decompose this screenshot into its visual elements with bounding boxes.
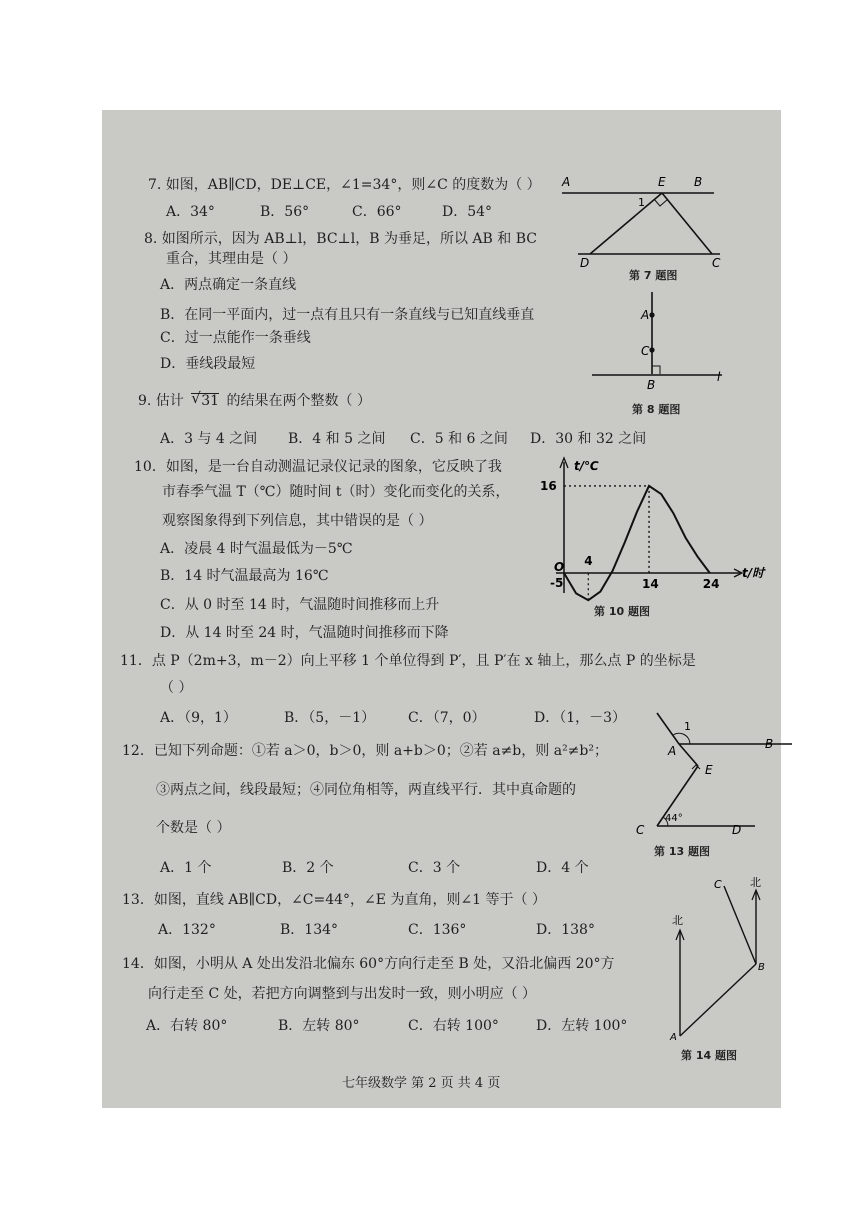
q9-stem-suffix: 的结果在两个整数（ ） (226, 393, 371, 409)
q7-label-1: 1 (638, 196, 645, 209)
q12-stem-line2: ③两点之间，线段最短；④同位角相等，两直线平行．其中真命题的 (156, 782, 576, 798)
q10-stem-line2: 市春季气温 T（℃）随时间 t（时）变化而变化的关系， (162, 484, 510, 500)
q14-option-b: B．左转 80° (278, 1018, 360, 1034)
q10-stem-line1: 10．如图，是一台自动测温记录仪记录的图象，它反映了我 (134, 459, 502, 475)
q10-option-b: B．14 时气温最高为 16℃ (160, 568, 329, 584)
q7-option-c: C．66° (352, 204, 402, 220)
q10-x-tick-14: 14 (642, 577, 659, 591)
q11-option-d: D．（1，－3） (534, 710, 627, 726)
q9-stem (138, 389, 371, 409)
q10-y-axis-label: t/℃ (574, 459, 599, 473)
q8-label-l: l (717, 370, 721, 384)
q8-option-d: D．垂线段最短 (160, 356, 256, 372)
q14-label-a: A (670, 1032, 677, 1043)
q14-figure (668, 872, 778, 1042)
q13-figure (632, 708, 780, 840)
q9-option-d: D．30 和 32 之间 (530, 431, 647, 447)
q11-option-b: B．（5，－1） (284, 710, 376, 726)
q10-x-tick-24: 24 (702, 577, 720, 591)
q13-label-e: E (705, 763, 713, 777)
q14-figure-caption: 第 14 题图 (681, 1049, 737, 1062)
page-footer: 七年级数学 第 2 页 共 4 页 (342, 1076, 501, 1091)
q10-option-c: C．从 0 时至 14 时，气温随时间推移而上升 (160, 597, 440, 613)
q12-option-d: D．4 个 (536, 860, 589, 876)
q14-stem-line1: 14．如图，小明从 A 处出发沿北偏东 60°方向行走至 B 处，又沿北偏西 20°方 (122, 956, 615, 972)
q13-label-d: D (732, 823, 742, 837)
q9-option-b: B．4 和 5 之间 (288, 431, 386, 447)
q10-y-tick-neg5: -5 (550, 576, 564, 590)
q11-stem-line2: （ ） (160, 680, 193, 696)
q12-option-a: A．1 个 (160, 860, 212, 876)
q8-option-a: A．两点确定一条直线 (160, 277, 297, 293)
q8-stem-line1: 8. 如图所示，因为 AB⊥l，BC⊥l，B 为垂足，所以 AB 和 BC (144, 231, 537, 247)
q13-label-1: 1 (684, 720, 691, 733)
q13-option-a: A．132° (158, 922, 216, 938)
q7-label-e: E (658, 175, 666, 189)
q12-stem-line3: 个数是（ ） (156, 820, 231, 836)
q13-label-c: C (636, 823, 645, 837)
q9-stem-prefix: 9. 估计 (138, 393, 184, 409)
q8-stem-line2: 重合，其理由是（ ） (166, 251, 297, 267)
q14-label-north-a: 北 (672, 914, 683, 927)
q7-figure-caption: 第 7 题图 (629, 269, 678, 282)
q7-stem: 7. 如图，AB∥CD，DE⊥CE，∠1=34°，则∠C 的度数为（ ） (148, 177, 541, 193)
q7-option-b: B．56° (260, 204, 310, 220)
q14-label-b: B (758, 962, 765, 973)
q10-temperature-curve (564, 486, 710, 600)
q7-figure (550, 172, 730, 270)
q9-option-c: C．5 和 6 之间 (410, 431, 508, 447)
q9-radicand: 31 (201, 393, 220, 409)
q14-stem-line2: 向行走至 C 处，若把方向调整到与出发时一致，则小明应（ ） (148, 986, 537, 1002)
q9-option-a: A．3 与 4 之间 (160, 431, 258, 447)
q14-label-north-b: 北 (750, 876, 761, 889)
q7-label-c: C (712, 256, 721, 270)
q10-figure-caption: 第 10 题图 (594, 605, 650, 618)
q8-option-b: B．在同一平面内，过一点有且只有一条直线与已知直线垂直 (160, 307, 535, 323)
q10-option-a: A．凌晨 4 时气温最低为－5℃ (160, 541, 353, 557)
q13-figure-caption: 第 13 题图 (654, 845, 710, 858)
q10-x-tick-4: 4 (584, 554, 593, 568)
q10-x-axis-label: t/时 (742, 566, 765, 580)
q13-label-b: B (765, 737, 774, 751)
q11-stem-line1: 11．点 P（2m+3，m－2）向上平移 1 个单位得到 P′，且 P′在 x 轴上，那么点 P 的坐标是 (120, 653, 696, 669)
q10-origin-label: O (554, 560, 565, 574)
q8-label-c: C (641, 344, 650, 358)
q7-label-b: B (694, 175, 703, 189)
q9-square-root: √ 31 (191, 389, 220, 409)
q11-option-a: A．（9，1） (160, 710, 237, 726)
q12-stem-line1: 12．已知下列命题：①若 a＞0，b＞0，则 a+b＞0；②若 a≠b，则 a²≠b²； (122, 743, 608, 759)
q14-option-a: A．右转 80° (146, 1018, 228, 1034)
exam-page (102, 110, 781, 1108)
q8-label-a: A (641, 308, 650, 322)
q13-option-b: B．134° (280, 922, 339, 938)
q13-stem: 13．如图，直线 AB∥CD，∠C=44°，∠E 为直角，则∠1 等于（ ） (122, 892, 546, 908)
q13-option-d: D．138° (536, 922, 595, 938)
q7-option-a: A．34° (166, 204, 215, 220)
q7-option-d: D．54° (442, 204, 493, 220)
q10-option-d: D．从 14 时至 24 时，气温随时间推移而下降 (160, 625, 449, 641)
q7-label-d: D (580, 256, 590, 270)
q13-label-angle: 44° (665, 813, 683, 824)
q13-label-a: A (668, 744, 677, 758)
q8-figure-caption: 第 8 题图 (632, 403, 681, 416)
q11-option-c: C．（7，0） (408, 710, 486, 726)
q14-label-c: C (714, 878, 722, 891)
q10-y-tick-16: 16 (540, 478, 557, 493)
q8-option-c: C．过一点能作一条垂线 (160, 330, 311, 346)
q14-option-c: C．右转 100° (408, 1018, 499, 1034)
q7-label-a: A (562, 175, 571, 189)
q10-temperature-chart (534, 456, 765, 606)
q8-figure (590, 288, 730, 398)
q14-option-d: D．左转 100° (536, 1018, 628, 1034)
q13-option-c: C．136° (408, 922, 467, 938)
q10-stem-line3: 观察图象得到下列信息，其中错误的是（ ） (162, 513, 433, 529)
q12-option-c: C．3 个 (408, 860, 461, 876)
q8-label-b: B (647, 378, 656, 392)
q12-option-b: B．2 个 (282, 860, 334, 876)
